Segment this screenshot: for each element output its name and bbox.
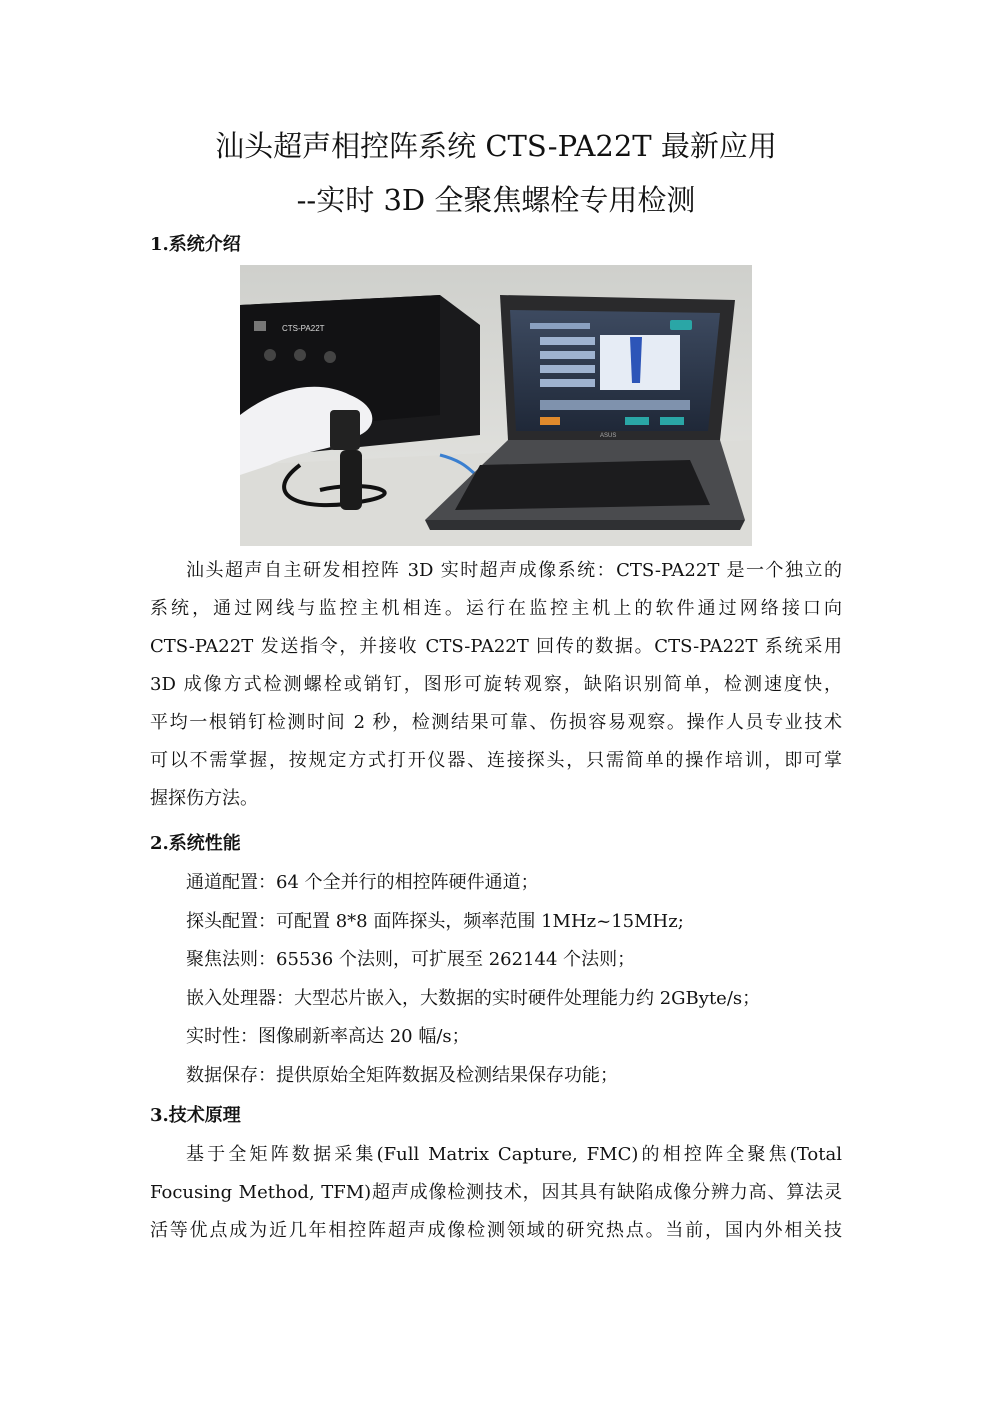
- spec-processor: 嵌入处理器：大型芯片嵌入，大数据的实时硬件处理能力约 2GByte/s；: [186, 988, 761, 1009]
- laptop-brand: ASUS: [600, 433, 617, 439]
- paragraph-line: 3D 成像方式检测螺栓或销钉，图形可旋转观察，缺陷识别简单，检测速度快，: [150, 674, 842, 695]
- product-photo: [240, 265, 752, 546]
- paragraph-line: 可以不需掌握，按规定方式打开仪器、连接探头，只需简单的操作培训，即可掌: [150, 750, 842, 771]
- section-2-heading: 2.系统性能: [150, 833, 241, 854]
- section-3-heading: 3.技术原理: [150, 1105, 241, 1126]
- product-photo-illustration: [240, 265, 752, 546]
- document-title: 汕头超声相控阵系统 CTS-PA22T 最新应用: [215, 129, 777, 163]
- paragraph-line: 系统，通过网线与监控主机相连。运行在监控主机上的软件通过网络接口向: [150, 598, 842, 619]
- paragraph-line: 基于全矩阵数据采集(Full Matrix Capture, FMC)的相控阵全聚焦(Total: [186, 1144, 842, 1165]
- paragraph-line: 汕头超声自主研发相控阵 3D 实时超声成像系统：CTS-PA22T 是一个独立的: [186, 560, 842, 581]
- paragraph-line: Focusing Method, TFM)超声成像检测技术，因其具有缺陷成像分辨力高、算法灵: [150, 1182, 842, 1203]
- paragraph-line: CTS-PA22T 发送指令，并接收 CTS-PA22T 回传的数据。CTS-PA22T 系统采用: [150, 636, 842, 657]
- device-label: CTS-PA22T: [282, 324, 325, 333]
- spec-data-storage: 数据保存：提供原始全矩阵数据及检测结果保存功能；: [186, 1065, 618, 1086]
- paragraph-line: 活等优点成为近几年相控阵超声成像检测领域的研究热点。当前，国内外相关技: [150, 1220, 842, 1241]
- spec-refresh-rate: 实时性：图像刷新率高达 20 幅/s；: [186, 1026, 470, 1047]
- document-subtitle: --实时 3D 全聚焦螺栓专用检测: [296, 183, 696, 217]
- section-3-paragraph: [150, 1136, 842, 1250]
- section-1-heading: 1.系统介绍: [150, 234, 241, 255]
- spec-probe: 探头配置：可配置 8*8 面阵探头，频率范围 1MHz~15MHz;: [186, 911, 684, 932]
- paragraph-line: 握探伤方法。: [150, 788, 258, 809]
- paragraph-line: 平均一根销钉检测时间 2 秒，检测结果可靠、伤损容易观察。操作人员专业技术: [150, 712, 842, 733]
- spec-channels: 通道配置：64 个全并行的相控阵硬件通道；: [186, 872, 539, 893]
- spec-focal-laws: 聚焦法则：65536 个法则，可扩展至 262144 个法则；: [186, 949, 636, 970]
- section-1-paragraph: [150, 552, 842, 818]
